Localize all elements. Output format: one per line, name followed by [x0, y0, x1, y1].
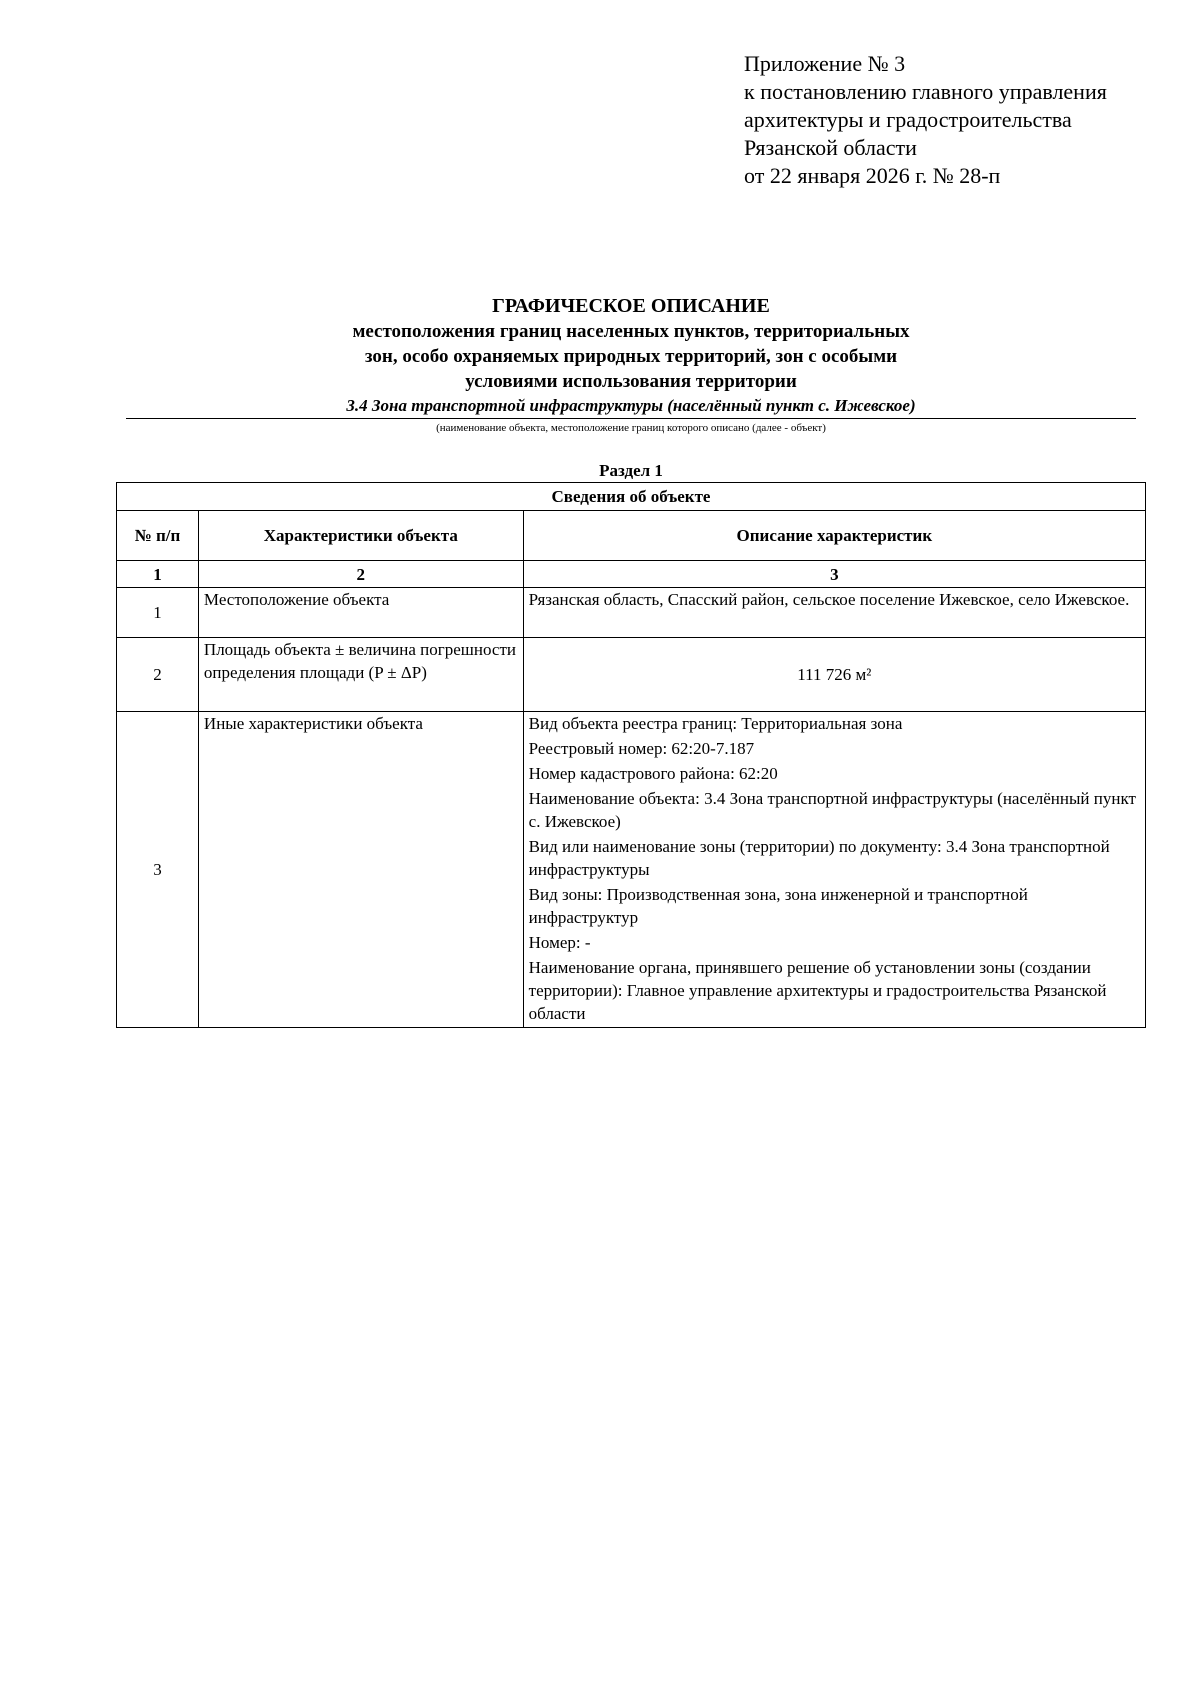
description-line: Номер: -	[528, 933, 591, 952]
area-value: 111 726 м²	[797, 665, 872, 684]
document-title: ГРАФИЧЕСКОЕ ОПИСАНИЕ	[492, 295, 770, 317]
header-num: № п/п	[117, 511, 199, 561]
description-line: Вид или наименование зоны (территории) по документу: 3.4 Зона транспортной инфраструктуры	[528, 837, 1110, 879]
description-line: Вид зоны: Производственная зона, зона инженерной и транспортной инфраструктур	[528, 885, 1028, 927]
row-num: 2	[117, 638, 199, 712]
appendix-line: Приложение № 3	[744, 51, 906, 76]
row-characteristic: Иные характеристики объекта	[198, 712, 523, 1028]
section-title: Раздел 1	[599, 461, 663, 480]
table-title: Сведения об объекте	[117, 483, 1146, 511]
document-subtitle-line: зон, особо охраняемых природных территорий, зон с особыми	[364, 346, 898, 367]
description-line: Вид объекта реестра границ: Территориальная зона	[528, 714, 903, 733]
row-description	[523, 638, 1145, 712]
document-subtitle-line: местоположения границ населенных пунктов, территориальных	[352, 321, 910, 342]
description-line: Реестровый номер: 62:20-7.187	[528, 739, 755, 758]
object-name: 3.4 Зона транспортной инфраструктуры (населённый пункт с. Ижевское)	[346, 396, 916, 415]
table-row	[117, 712, 1146, 1028]
appendix-header	[744, 50, 1107, 190]
column-number: 3	[523, 561, 1145, 588]
document-subtitle-line: условиями использования территории	[465, 371, 797, 392]
appendix-line: к постановлению главного управления	[744, 79, 1107, 104]
title-block	[126, 294, 1136, 435]
description-line: Наименование объекта: 3.4 Зона транспортной инфраструктуры (населённый пункт с. Ижевское)	[528, 789, 1136, 831]
row-num: 3	[117, 712, 199, 1028]
appendix-line: от 22 января 2026 г. № 28-п	[744, 163, 1001, 188]
row-description	[523, 588, 1145, 638]
table-row	[117, 638, 1146, 712]
object-underline	[126, 418, 1136, 419]
row-description	[523, 712, 1145, 1028]
column-number: 2	[198, 561, 523, 588]
appendix-line: Рязанской области	[744, 135, 917, 160]
column-number: 1	[117, 561, 199, 588]
header-characteristic: Характеристики объекта	[198, 511, 523, 561]
row-characteristic: Местоположение объекта	[198, 588, 523, 638]
object-info-table	[116, 482, 1146, 1028]
header-description: Описание характеристик	[523, 511, 1145, 561]
description-line: Рязанская область, Спасский район, сельское поселение Ижевское, село Ижевское.	[528, 590, 1130, 609]
table-row	[117, 588, 1146, 638]
row-characteristic: Площадь объекта ± величина погрешности определения площади (P ± ΔP)	[198, 638, 523, 712]
row-num: 1	[117, 588, 199, 638]
description-line: Наименование органа, принявшего решение об установлении зоны (создании территории): Главное управление архитектуры и градостроительства Рязанской области	[528, 958, 1107, 1023]
appendix-line: архитектуры и градостроительства	[744, 107, 1072, 132]
description-line: Номер кадастрового района: 62:20	[528, 764, 778, 783]
object-note: (наименование объекта, местоположение границ которого описано (далее - объект)	[436, 422, 826, 434]
